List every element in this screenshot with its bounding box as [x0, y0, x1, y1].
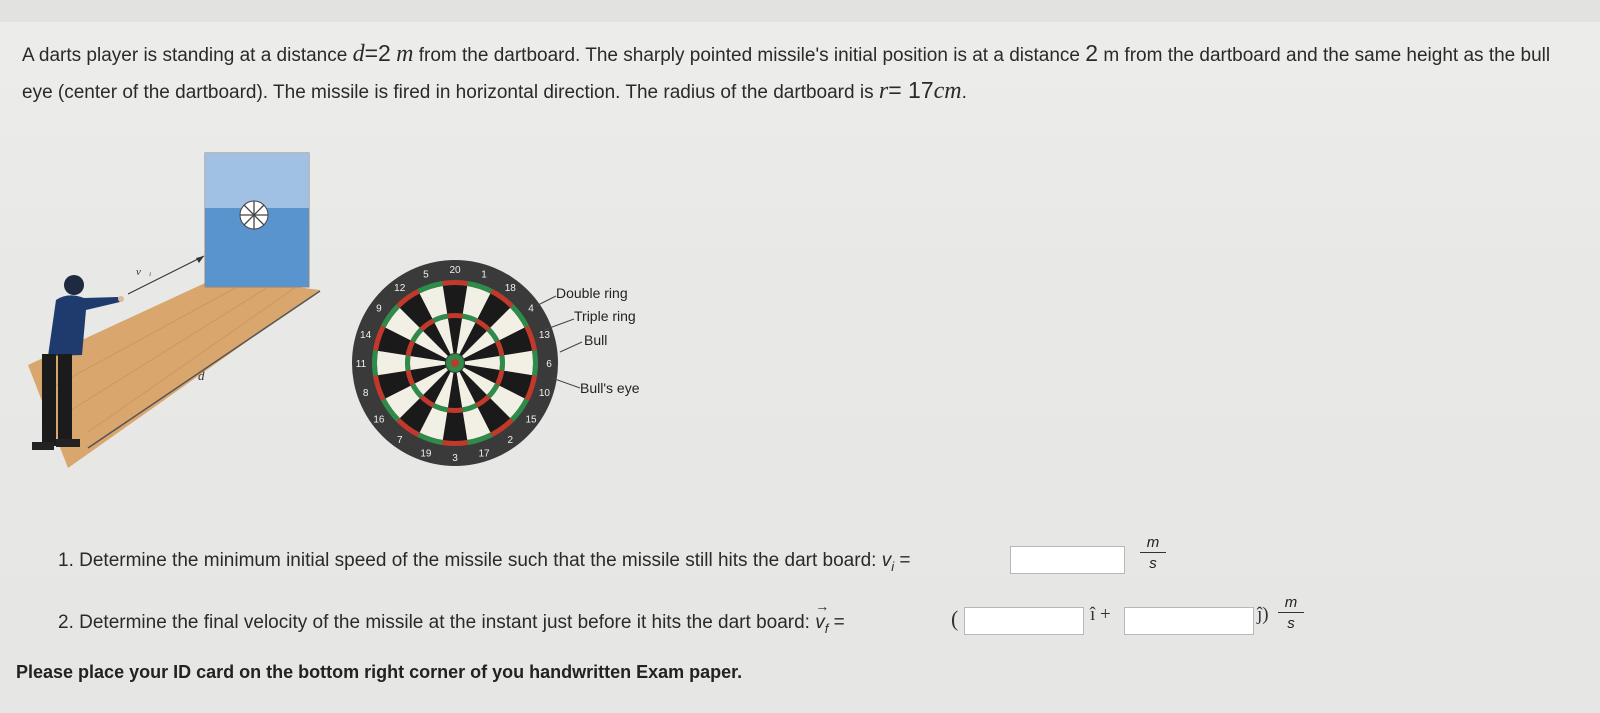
- board-number: 5: [423, 269, 429, 281]
- legend-bulls-eye: Bull's eye: [580, 380, 640, 396]
- board-number: 2: [507, 435, 514, 447]
- j-hat-close: ĵ): [1257, 604, 1269, 625]
- board-number: 9: [376, 303, 382, 315]
- board-number: 8: [362, 388, 369, 400]
- board-number: 17: [478, 448, 490, 460]
- board-number: 4: [528, 303, 534, 315]
- board-number: 14: [360, 329, 372, 341]
- darts-scene-illustration: [28, 150, 328, 470]
- question-1: 1. Determine the minimum initial speed of the missile such that the missile still hits the dart board: $v_i$ =: [58, 550, 911, 574]
- dartboard-diagram: [350, 258, 560, 468]
- i-hat-plus: î +: [1090, 604, 1111, 625]
- board-number: 10: [538, 388, 550, 400]
- d-variable: d: [352, 41, 365, 67]
- board-number: 3: [452, 453, 458, 464]
- vf-x-answer-input[interactable]: [964, 607, 1084, 635]
- m-unit: m: [396, 41, 414, 67]
- board-bulls-eye: [451, 359, 459, 367]
- board-number: 16: [373, 414, 385, 426]
- legend-double-ring: Double ring: [556, 285, 628, 301]
- board-number: 7: [396, 435, 403, 447]
- vi-label: v⃗ᵢ: [136, 266, 152, 278]
- open-paren: (: [951, 606, 959, 631]
- board-triple-ring: [447, 407, 463, 413]
- board-triple-ring: [499, 355, 505, 371]
- d-label: d: [198, 368, 205, 383]
- board-number: 11: [355, 359, 367, 370]
- unit-m-per-s-2: $\frac{m}{s}$: [1278, 594, 1304, 632]
- board-triple-ring: [405, 355, 411, 371]
- vi-answer-input[interactable]: [1010, 546, 1125, 574]
- board-number: 15: [525, 414, 537, 426]
- footer-instruction: Please place your ID card on the bottom right corner of you handwritten Exam paper.: [16, 662, 743, 682]
- board-number: 18: [504, 282, 516, 294]
- r-variable: r: [878, 78, 889, 104]
- board-number: 13: [538, 329, 550, 341]
- board-number: 20: [449, 265, 461, 276]
- board-number: 12: [394, 282, 406, 294]
- unit-m-per-s-1: $\frac{m}{s}$: [1140, 534, 1166, 572]
- question-2: 2. Determine the final velocity of the missile at the instant just before it hits the dart board: → $v_f$ =: [58, 598, 845, 636]
- legend-bull: Bull: [584, 332, 608, 348]
- legend-triple-ring: Triple ring: [574, 308, 636, 324]
- board-number: 6: [546, 359, 552, 370]
- board-number: 19: [420, 448, 432, 460]
- top-bar: [0, 0, 1600, 22]
- board-number: 1: [481, 269, 487, 281]
- problem-statement: A darts player is standing at a distance d=2 m from the dartboard. The sharply pointed missile's initial position is at a distance 2 m from the dartboard and the same height as the bull eye (center of the dartboard). The missile is fired in horizontal direction. The radius of the dartboard is r= 17cm.: [22, 40, 1551, 104]
- dartboard-small-icon: [240, 201, 268, 229]
- legend-leader-lines: [530, 290, 590, 400]
- board-triple-ring: [447, 313, 463, 319]
- vf-y-answer-input[interactable]: [1124, 607, 1254, 635]
